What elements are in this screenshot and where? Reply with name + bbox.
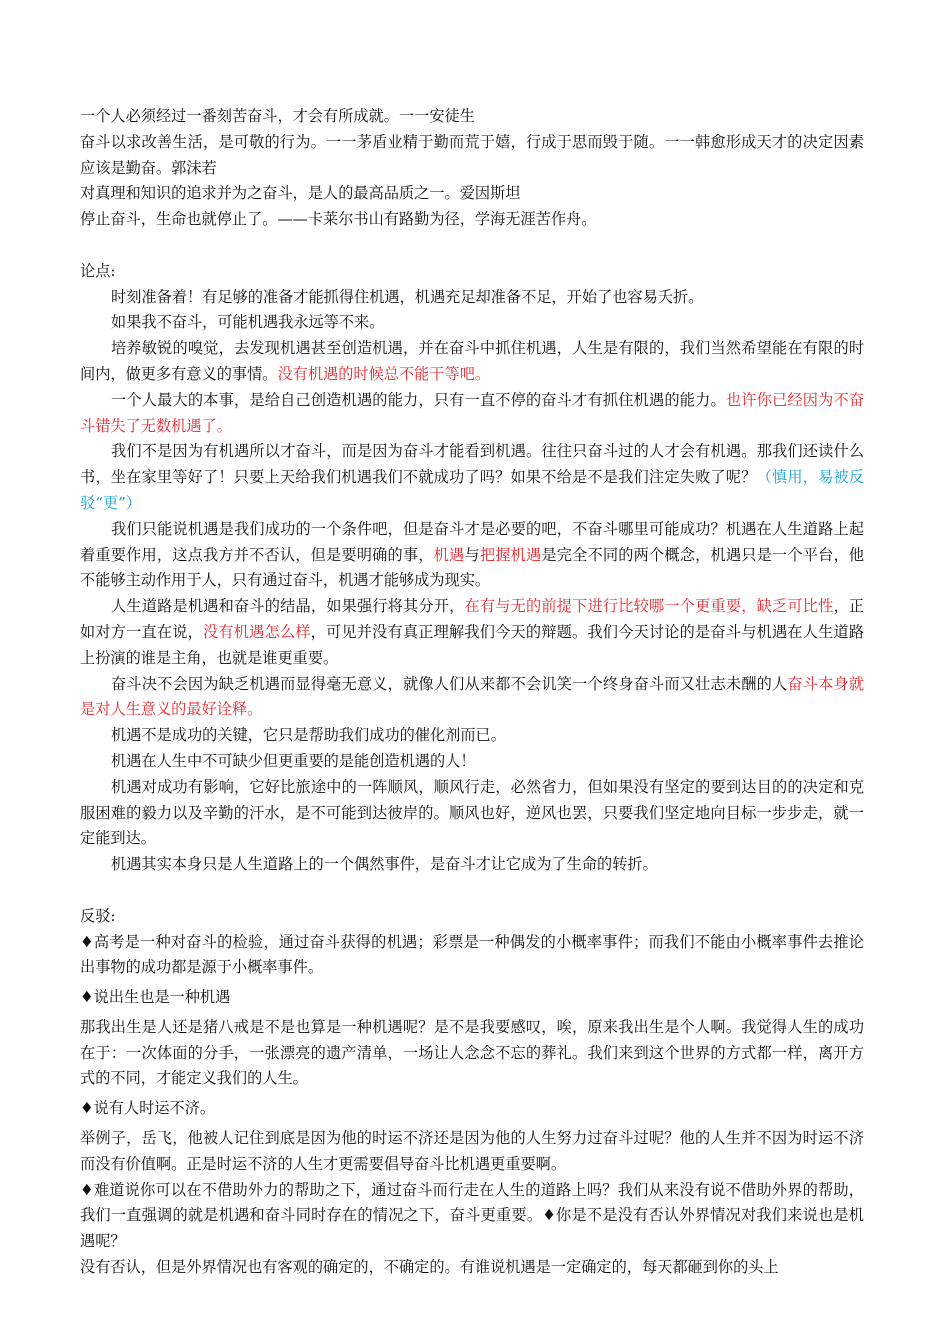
highlight-red: 把握机遇 [479,545,542,564]
quote-line: 奋斗以求改善生活，是可敬的行为。一一茅盾业精于勤而荒于嬉，行成于思而毁于随。一一韩愈形成天才的决定因素应该是勤奋。郭沫若 [80,132,864,177]
argument-paragraph: 人生道路是机遇和奋斗的结晶，如果强行将其分开，在有与无的前提下进行比较哪一个更重要，缺乏可比性，正如对方一直在说，没有机遇怎么样，可见并没有真正理解我们今天的辩题。我们今天讨论的是奋斗与机遇在人生道路上扮演的谁是主角，也就是谁更重要。 [80,597,865,667]
argument-paragraph: 我们只能说机遇是我们成功的一个条件吧，但是奋斗才是必要的吧，不奋斗哪里可能成功？机遇在人生道路上起着重要作用，这点我方并不否认，但是要明确的事，机遇与把握机遇是完全不同的两个概念，机遇只是一个平台，他不能够主动作用于人，只有通过奋斗，机遇才能够成为现实。 [80,519,865,590]
quote-line: 一个人必须经过一番刻苦奋斗，才会有所成就。一一安徒生 [80,107,475,125]
argument-paragraph: 机遇不是成功的关键，它只是帮助我们成功的催化剂而已。 [111,726,506,745]
highlight-red: 机遇 [433,545,465,564]
rebuttal-paragraph: 没有否认，但是外界情况也有客观的确定的，不确定的。有谁说机遇是一定确定的，每天都砸到你的头上 [80,1258,779,1277]
highlight-red: 没有机遇怎么样 [203,622,311,641]
highlight-red: 在有与无的前提下进行比较哪一个更重要，缺乏可比性 [464,597,834,616]
argument-paragraph: 机遇对成功有影响，它好比旅途中的一阵顺风，顺风行走，必然省力，但如果没有坚定的要到达目的的决定和克服困难的毅力以及辛勤的汗水，是不可能到达彼岸的。顺风也好，逆风也罢，只要我们坚定地向目标一步步走，就一定能到达。 [80,777,864,848]
argument-paragraph: 我们不是因为有机遇所以才奋斗，而是因为奋斗才能看到机遇。往往只奋斗过的人才会有机遇。那我们还读什么书，坐在家里等好了！只要上天给我们机遇我们不就成功了吗？如果不给是不是我们注定失败了呢？（慎用，易被反驳“更”） [80,442,865,512]
rebuttal-heading: 反驳: [80,906,116,925]
quote-line: 对真理和知识的追求并为之奋斗，是人的最高品质之一。爱因斯坦 [80,184,521,203]
highlight-note: （慎用，易被反驳“更”） [80,468,865,512]
rebuttal-paragraph: ♦难道说你可以在不借助外力的帮助之下，通过奋斗而行走在人生的道路上吗？我们从来没有说不借助外界的帮助，我们一直强调的就是机遇和奋斗同时存在的情况之下，奋斗更重要。♦你是不是没有否认外界情况对我们来说也是机遇呢？ [80,1180,864,1251]
rebuttal-paragraph: 那我出生是人还是猪八戒是不是也算是一种机遇呢？是不是我要感叹，唉，原来我出生是个人啊。我觉得人生的成功在于：一次体面的分手，一张漂亮的遗产清单，一场让人念念不忘的葬礼。我们来到这个世界的方式都一样，离开方式的不同，才能定义我们的人生。 [80,1017,864,1088]
argument-paragraph: 如果我不奋斗，可能机遇我永远等不来。 [111,313,385,332]
argument-paragraph: 机遇在人生中不可缺少但更重要的是能创造机遇的人！ [111,751,476,770]
rebuttal-paragraph: ♦说出生也是一种机遇 [80,988,231,1007]
rebuttal-paragraph: ♦高考是一种对奋斗的检验，通过奋斗获得的机遇；彩票是一种偶发的小概率事件；而我们不能由小概率事件去推论出事物的成功都是源于小概率事件。 [80,932,864,977]
rebuttal-paragraph: ♦说有人时运不济。 [80,1099,216,1118]
argument-paragraph: 一个人最大的本事，是给自己创造机遇的能力，只有一直不停的奋斗才有抓住机遇的能力。也许你已经因为不奋斗错失了无数机遇了。 [80,390,864,435]
argument-paragraph: 培养敏锐的嗅觉，去发现机遇甚至创造机遇，并在奋斗中抓住机遇，人生是有限的，我们当然希望能在有限的时间内，做更多有意义的事情。没有机遇的时候总不能干等吧。 [80,339,864,383]
document-page [80,104,864,1281]
highlight-red: 奋斗本身就是对人生意义的最好诠释。 [80,674,864,719]
argument-paragraph: 奋斗决不会因为缺乏机遇而显得毫无意义，就像人们从来都不会讥笑一个终身奋斗而又壮志未酬的人奋斗本身就是对人生意义的最好诠释。 [80,674,864,719]
quote-line: 停止奋斗，生命也就停止了。——卡莱尔书山有路勤为径，学海无涯苦作舟。 [80,210,597,229]
rebuttal-paragraph: 举例子，岳飞，他被人记住到底是因为他的时运不济还是因为他的人生努力过奋斗过呢？他的人生并不因为时运不济而没有价值啊。正是时运不济的人生才更需要倡导奋斗比机遇更重要啊。 [80,1129,864,1173]
argument-paragraph: 时刻准备着！有足够的准备才能抓得住机遇，机遇充足却准备不足，开始了也容易夭折。 [111,287,704,306]
arguments-heading: 论点: [80,261,116,280]
argument-paragraph: 机遇其实本身只是人生道路上的一个偶然事件，是奋斗才让它成为了生命的转折。 [111,855,658,874]
highlight-red: 没有机遇的时候总不能干等吧。 [277,364,491,383]
highlight-red: 也许你已经因为不奋斗错失了无数机遇了。 [80,390,864,435]
